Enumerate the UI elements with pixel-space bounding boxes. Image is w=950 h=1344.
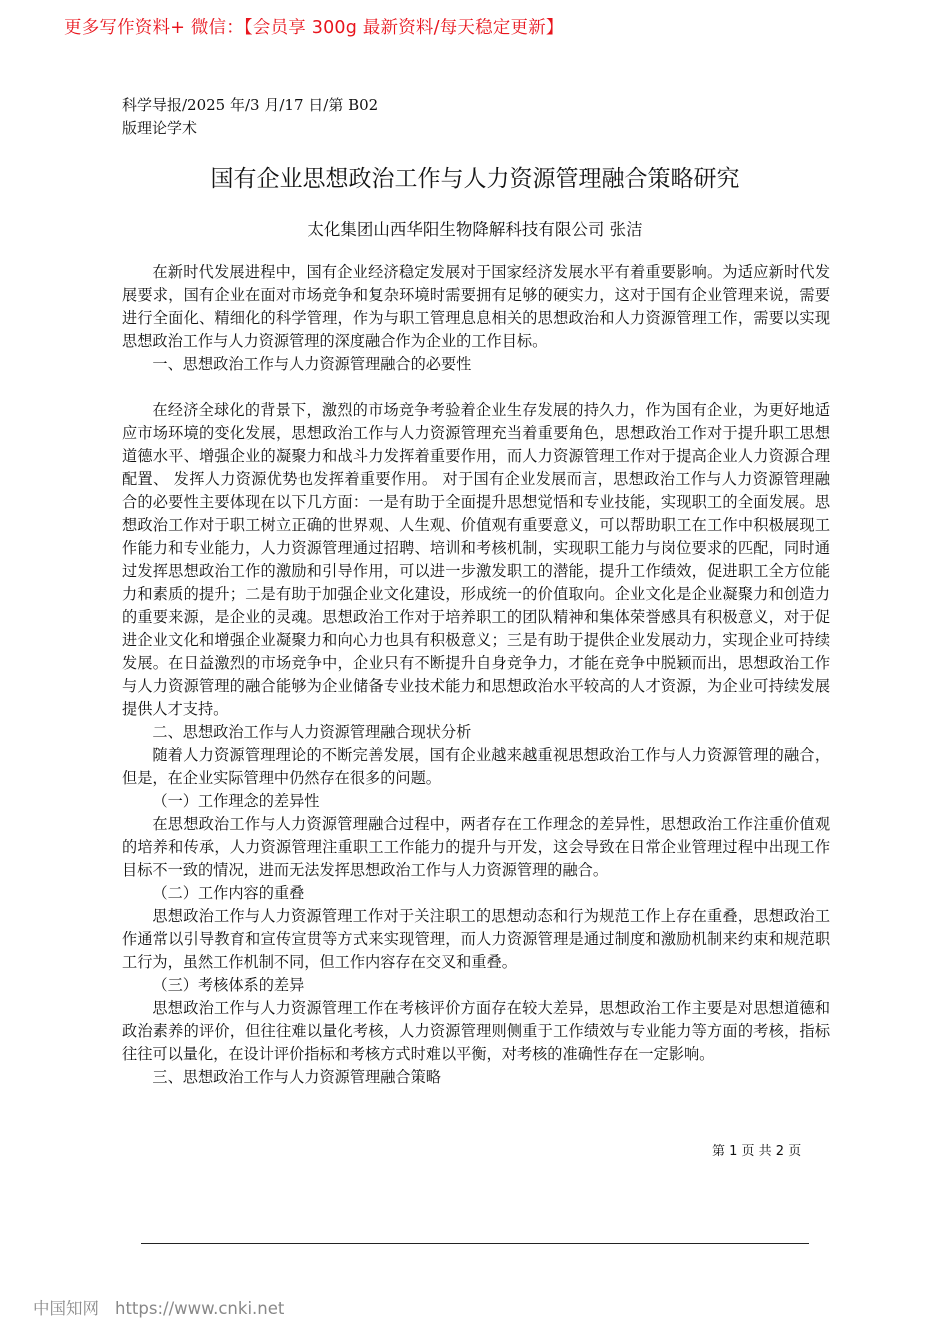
subsection-heading-3: （三）考核体系的差异 xyxy=(152,976,305,994)
section-heading-3: 三、思想政治工作与人力资源管理融合策略 xyxy=(152,1068,441,1086)
article-author: 太化集团山西华阳生物降解科技有限公司 张洁 xyxy=(307,220,643,239)
subsection-heading-2: （二）工作内容的重叠 xyxy=(152,884,305,902)
paragraph: 思想政治工作与人力资源管理工作在考核评价方面存在较大差异，思想政治工作主要是对思想道德和政治素养的评价，但往往难以量化考核，人力资源管理则侧重于工作绩效与专业能力等方面的考核，指标往往可以量化，在设计评价指标和考核方式时难以平衡，对考核的准确性存在一定影响。 xyxy=(122,999,830,1063)
cnki-logo-text: 中国知网 xyxy=(33,1299,99,1318)
source-line-1: 科学导报/2025 年/3 月/17 日/第 B02 xyxy=(122,96,379,114)
blank-line xyxy=(122,376,830,399)
paragraph: 思想政治工作与人力资源管理工作对于关注职工的思想动态和行为规范工作上存在重叠，思想政治工作通常以引导教育和宣传宣贯等方式来实现管理，而人力资源管理是通过制度和激励机制来约束和规范职工行为，虽然工作机制不同，但工作内容存在交叉和重叠。 xyxy=(122,907,830,971)
paragraph: 随着人力资源管理理论的不断完善发展，国有企业越来越重视思想政治工作与人力资源管理的融合，但是，在企业实际管理中仍然存在很多的问题。 xyxy=(122,746,830,787)
paragraph-intro: 在新时代发展进程中，国有企业经济稳定发展对于国家经济发展水平有着重要影响。为适应新时代发展要求，国有企业在面对市场竞争和复杂环境时需要拥有足够的硬实力，这对于国有企业管理来说，需要进行全面化、精细化的科学管理，作为与职工管理息息相关的思想政治和人力资源管理工作，需要以实现思想政治工作与人力资源管理的深度融合作为企业的工作目标。 xyxy=(122,263,830,350)
section-heading-2: 二、思想政治工作与人力资源管理融合现状分析 xyxy=(152,723,472,741)
article-title: 国有企业思想政治工作与人力资源管理融合策略研究 xyxy=(210,166,740,192)
page-number: 第 1 页 共 2 页 xyxy=(712,1144,802,1159)
promo-banner: 更多写作资料+ 微信：【会员享 300g 最新资料/每天稳定更新】 xyxy=(64,18,564,38)
subsection-heading-1: （一）工作理念的差异性 xyxy=(152,792,320,810)
section-heading-1: 一、思想政治工作与人力资源管理融合的必要性 xyxy=(152,355,472,373)
footer-watermark xyxy=(33,1295,284,1319)
source-citation xyxy=(122,94,422,140)
source-line-2: 版理论学术 xyxy=(122,119,198,137)
paragraph: 在思想政治工作与人力资源管理融合过程中，两者存在工作理念的差异性，思想政治工作注重价值观的培养和传承，人力资源管理注重职工工作能力的提升与开发，这会导致在日常企业管理过程中出现工作目标不一致的情况，进而无法发挥思想政治工作与人力资源管理的融合。 xyxy=(122,815,830,879)
paragraph: 在经济全球化的背景下，激烈的市场竞争考验着企业生存发展的持久力，作为国有企业，为更好地适应市场环境的变化发展，思想政治工作与人力资源管理充当着重要角色，思想政治工作对于提升职工思想道德水平、增强企业的凝聚力和战斗力发挥着重要作用，而人力资源管理工作对于提高企业人力资源合理配置、 发挥人力资源优势也发挥着重要作用。 对于国有企业发展而言，思想政治工作与人力资源管理融合的必要性主要体现在以下几方面：一是有助于全面提升思想觉悟和专业技能，实现职工的全面发展。思想政治工作对于职工树立正确的世界观、人生观、价值观有重要意义，可以帮助职工在工作中积极展现工作能力和专业能力，人力资源管理通过招聘、培训和考核机制，实现职工能力与岗位要求的匹配，同时通过发挥思想政治工作的激励和引导作用，可以进一步激发职工的潜能，提升工作绩效，促进职工全方位能力和素质的提升；二是有助于加强企业文化建设，形成统一的价值取向。企业文化是企业凝聚力和创造力的重要来源，是企业的灵魂。思想政治工作对于培养职工的团队精神和集体荣誉感具有积极意义，对于促进企业文化和增强企业凝聚力和向心力也具有积极意义；三是有助于提供企业发展动力，实现企业可持续发展。在日益激烈的市场竞争中，企业只有不断提升自身竞争力，才能在竞争中脱颖而出，思想政治工作与人力资源管理的融合能够为企业储备专业技术能力和思想政治水平较高的人才资源，为企业可持续发展提供人才支持。 xyxy=(122,401,830,718)
footer-divider xyxy=(141,1243,809,1244)
cnki-url-link[interactable]: https://www.cnki.net xyxy=(115,1299,285,1318)
article-body xyxy=(122,261,830,1089)
